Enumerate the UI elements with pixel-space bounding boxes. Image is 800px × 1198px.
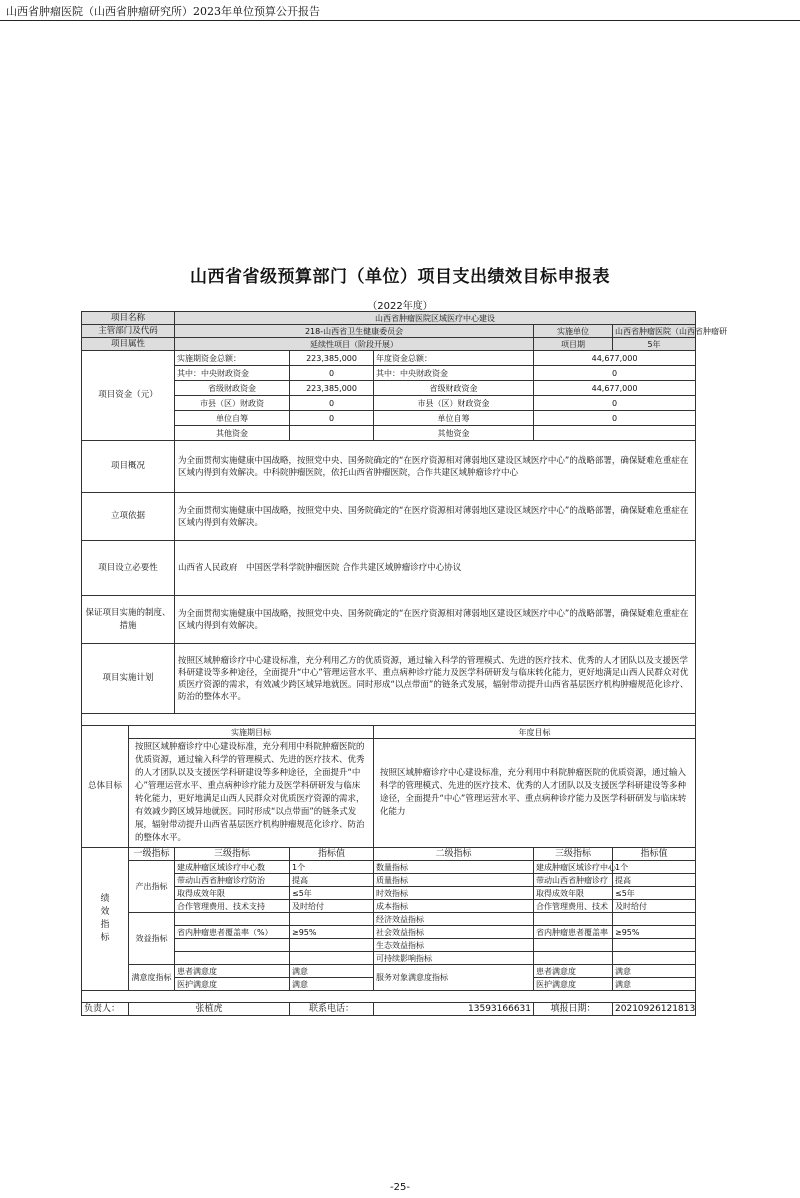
plan-label: 项目实施计划 [82,644,175,714]
spacer-row [82,991,696,1003]
indicator-row [82,939,696,952]
indicator-row [82,952,696,965]
overview-text: 为全面贯彻实施健康中国战略，按照党中央、国务院确定的“在医疗资源相对薄弱地区建设区域医疗中心”的战略部署，确保疑难危重症在区域内得到有效解决。中科院肿瘤医院，依托山西省肿瘤医院，合作共建区域肿瘤诊疗中心 [175,441,696,493]
measures-label: 保证项目实施的制度、措施 [82,596,175,644]
indicator-row [82,887,696,900]
funds-annual-label-6: 其他资金 [374,426,534,441]
indicator-value: 1个 [290,861,374,874]
funds-row [82,351,696,366]
funds-annual-value-2: 0 [534,366,696,381]
level2-header: 二级指标 [374,848,534,861]
indicator-value: 满意 [290,978,374,991]
necessity-row [82,541,696,596]
funds-annual-label-1: 年度资金总额： [374,351,534,366]
attr-value: 延续性项目（阶段开展） [175,338,534,351]
funds-label-1: 实施期资金总额： [175,351,290,366]
funds-annual-value-3: 44,677,000 [534,381,696,396]
indicator-rv: ≥95% [613,926,696,939]
indicator-value: 满意 [290,965,374,978]
form-year: （2022年度） [367,301,433,312]
period-label: 项目期 [534,338,613,351]
indicator-r3: 合作管理费用、技术 [534,900,613,913]
header-text: 山西省肿瘤医院（山西省肿瘤研究所）2023年单位预算公开报告 [6,5,320,18]
funds-value-5: 0 [290,411,374,426]
indicator-r3: 患者满意度 [534,965,613,978]
basis-label: 立项依据 [82,493,175,541]
indicator-value: ≤5年 [290,887,374,900]
necessity-text: 山西省人民政府 中国医学科学院肿瘤医院 合作共建区域肿瘤诊疗中心协议 [175,541,696,596]
level3-header-right: 三级指标 [534,848,613,861]
row-project-name [82,312,696,325]
funds-value-3: 223,385,000 [290,381,374,396]
indicator-value: 提高 [290,874,374,887]
funds-annual-label-5: 单位自筹 [374,411,534,426]
period-value: 5年 [613,338,696,351]
funds-annual-value-5: 0 [534,411,696,426]
responsible-label: 负责人： [82,1003,129,1016]
funds-row [82,396,696,411]
indicator-r3: 建成肿瘤区域诊疗中心 [534,861,613,874]
output-label: 产出指标 [129,861,175,913]
indicator-r2: 时效指标 [374,887,534,900]
indicator-r2: 生态效益指标 [374,939,534,952]
indicator-l3: 医护满意度 [175,978,290,991]
level1-header: 一级指标 [129,848,175,861]
funds-value-6 [290,426,374,441]
basis-row [82,493,696,541]
phone-label: 联系电话： [290,1003,374,1016]
impl-unit-value: 山西省肿瘤医院（山西省肿瘤研 [613,325,696,338]
indicator-r2: 经济效益指标 [374,913,534,926]
indicator-rv: 满意 [613,965,696,978]
funds-label-4: 市县（区）财政资 [175,396,290,411]
indicator-row [82,913,696,926]
value-header-right: 指标值 [613,848,696,861]
indicator-r3: 带动山西省肿瘤诊疗 [534,874,613,887]
funds-row [82,381,696,396]
dept-value: 218-山西省卫生健康委员会 [175,325,534,338]
fill-date-label: 填报日期： [534,1003,613,1016]
indicator-r3: 医护满意度 [534,978,613,991]
indicator-r2: 可持续影响指标 [374,952,534,965]
funds-label-5: 单位自筹 [175,411,290,426]
indicator-row [82,874,696,887]
indicator-r3 [534,939,613,952]
indicator-rv: ≤5年 [613,887,696,900]
funds-label: 项目资金（元） [82,351,175,441]
goal-header-row [82,726,696,739]
dept-label: 主管部门及代码 [82,325,175,338]
funds-annual-label-3: 省级财政资金 [374,381,534,396]
funds-label-6: 其他资金 [175,426,290,441]
value-header: 指标值 [290,848,374,861]
basis-text: 为全面贯彻实施健康中国战略，按照党中央、国务院确定的“在医疗资源相对薄弱地区建设区域医疗中心”的战略部署，确保疑难危重症在区域内得到有效解决。 [175,493,696,541]
funds-row [82,411,696,426]
indicator-l3: 带动山西省肿瘤诊疗防治 [175,874,290,887]
row-dept [82,325,696,338]
row-attr [82,338,696,351]
overview-row [82,441,696,493]
phone-value: 13593166631 [374,1003,534,1016]
footer-row [82,1003,696,1016]
funds-annual-label-2: 其中：中央财政资金 [374,366,534,381]
indicator-row [82,861,696,874]
performance-target-table [81,311,728,1016]
spacer-row [82,714,696,726]
indicator-l3: 患者满意度 [175,965,290,978]
benefit-label: 效益指标 [129,913,175,965]
indicator-header-row [82,848,696,861]
indicator-r2: 质量指标 [374,874,534,887]
indicator-l3: 合作管理费用、技术支持 [175,900,290,913]
plan-row [82,644,696,714]
responsible-name: 张植虎 [129,1003,290,1016]
funds-label-3: 省级财政资金 [175,381,290,396]
indicator-l3: 省内肿瘤患者覆盖率（%） [175,926,290,939]
indicator-value [290,939,374,952]
indicator-r2: 社会效益指标 [374,926,534,939]
funds-value-2: 0 [290,366,374,381]
project-name-label: 项目名称 [82,312,175,325]
funds-row [82,426,696,441]
indicator-l3 [175,939,290,952]
impl-goal-text: 按照区域肿瘤诊疗中心建设标准，充分利用中科院肿瘤医院的优质资源，通过输入科学的管理模式、先进的医疗技术、优秀的人才团队以及支援医学科研建设等多种途径，全面提升“中心”管理运营水平、重点病种诊疗能力及医学科研研发与临床转化能力，更好地满足山西人民群众对优质医疗资源的需求，有效减少跨区域异地就医。同时形成“以点带面”的链条式发展，辐射带动提升山西省基层医疗机构肿瘤规范化诊疗、防治的整体水平。 [129,739,374,848]
overall-goal-label: 总体目标 [82,726,129,848]
indicator-rv [613,952,696,965]
impl-unit-label: 实施单位 [534,325,613,338]
indicator-l3: 建成肿瘤区域诊疗中心数 [175,861,290,874]
goal-text-row [82,739,696,848]
perf-label: 绩效指标 [82,848,129,991]
funds-value-1: 223,385,000 [290,351,374,366]
funds-label-2: 其中：中央财政资金 [175,366,290,381]
measures-row [82,596,696,644]
page-number: -25- [390,1182,410,1193]
funds-annual-value-1: 44,677,000 [534,351,696,366]
attr-label: 项目属性 [82,338,175,351]
indicator-r2: 数量指标 [374,861,534,874]
indicator-rv: 1个 [613,861,696,874]
indicator-value: 及时给付 [290,900,374,913]
indicator-l3 [175,952,290,965]
indicator-r3 [534,913,613,926]
indicator-rv: 及时给付 [613,900,696,913]
satisfaction-label: 满意度指标 [129,965,175,991]
spacer-cell [82,714,696,726]
measures-text: 为全面贯彻实施健康中国战略，按照党中央、国务院确定的“在医疗资源相对薄弱地区建设区域医疗中心”的战略部署，确保疑难危重症在区域内得到有效解决。 [175,596,696,644]
indicator-row [82,926,696,939]
indicator-r2: 成本指标 [374,900,534,913]
necessity-label: 项目设立必要性 [82,541,175,596]
funds-row [82,366,696,381]
funds-annual-label-4: 市县（区）财政资金 [374,396,534,411]
indicator-rv [613,939,696,952]
funds-annual-value-6 [534,426,696,441]
indicator-value [290,952,374,965]
annual-goal-text: 按照区域肿瘤诊疗中心建设标准，充分利用中科院肿瘤医院的优质资源，通过输入科学的管理模式、先进的医疗技术、优秀的人才团队以及支援医学科研建设等多种途径，全面提升“中心”管理运营水平、重点病种诊疗能力及医学科研研发与临床转化能力 [374,739,696,848]
indicator-r3 [534,952,613,965]
funds-annual-value-4: 0 [534,396,696,411]
funds-value-4: 0 [290,396,374,411]
annual-goal-header: 年度目标 [374,726,696,739]
indicator-l3: 取得成效年限 [175,887,290,900]
fill-date-value: 20210926121813 [613,1003,696,1016]
level3-header: 三级指标 [175,848,290,861]
indicator-value [290,913,374,926]
indicator-rv: 满意 [613,978,696,991]
indicator-value: ≥95% [290,926,374,939]
indicator-r3: 取得成效年限 [534,887,613,900]
indicator-r2: 服务对象满意度指标 [374,965,534,991]
page-header [0,0,800,21]
indicator-rv: 提高 [613,874,696,887]
impl-goal-header: 实施期目标 [129,726,374,739]
project-name-value: 山西省肿瘤医院区域医疗中心建设 [175,312,696,325]
form-title: 山西省省级预算部门（单位）项目支出绩效目标申报表 [190,267,610,287]
indicator-row [82,965,696,978]
indicator-row [82,900,696,913]
indicator-r3: 省内肿瘤患者覆盖率 [534,926,613,939]
plan-text: 按照区域肿瘤诊疗中心建设标准，充分利用乙方的优质资源，通过输入科学的管理模式、先进的医疗技术、优秀的人才团队以及支援医学科研建设等多种途径，全面提升“中心”管理运营水平、重点病种诊疗能力及医学科研研发与临床转化能力，更好地满足山西人民群众对优质医疗资源的需求，有效减少跨区域异地就医。同时形成“以点带面”的链条式发展，辐射带动提升山西省基层医疗机构肿瘤规范化诊疗、防治的整体水平。 [175,644,696,714]
indicator-l3 [175,913,290,926]
overview-label: 项目概况 [82,441,175,493]
indicator-rv [613,913,696,926]
spacer-cell [82,991,696,1003]
